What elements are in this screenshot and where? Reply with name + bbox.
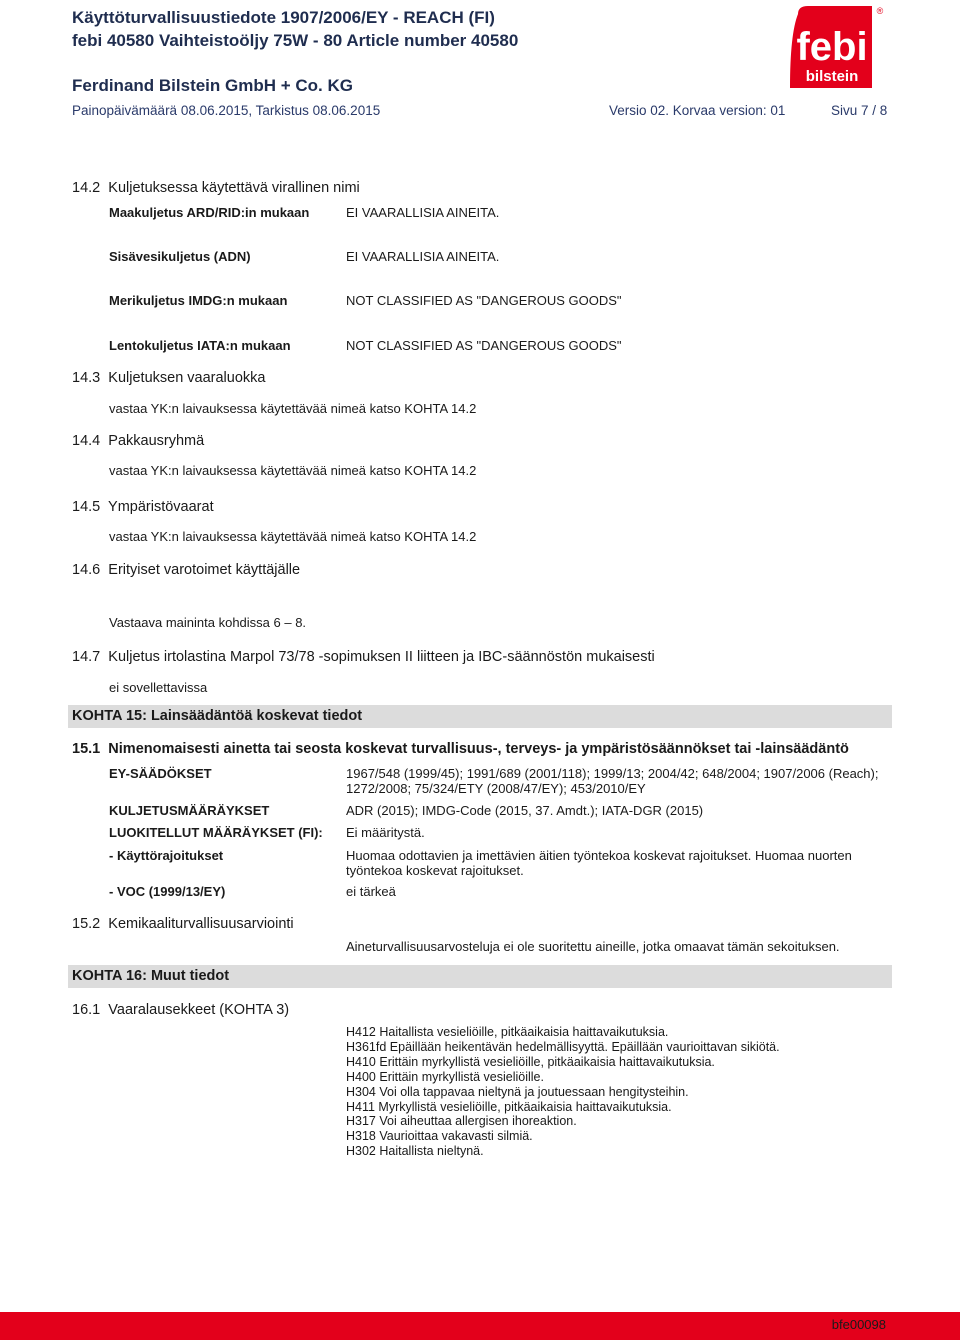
use-restrictions-value-line1: Huomaa odottavien ja imettävien äitien työntekoa koskevat rajoitukset. Huomaa nuorten: [346, 848, 852, 863]
national-regulations-label: LUOKITELLUT MÄÄRÄYKSET (FI):: [109, 825, 323, 840]
febi-bilstein-logo: [786, 4, 886, 90]
transport-sea-value: NOT CLASSIFIED AS "DANGEROUS GOODS": [346, 293, 622, 308]
logo-text-bilstein: bilstein: [805, 68, 859, 85]
section-14-5-heading: 14.5 Ympäristövaarat: [72, 499, 214, 515]
section-16-1-heading: 16.1 Vaaralausekkeet (KOHTA 3): [72, 1002, 290, 1018]
section-14-2-heading: 14.2 Kuljetuksessa käytettävä virallinen nimi: [72, 180, 360, 196]
hazard-statement: H412 Haitallista vesieliöille, pitkäaikaisia haittavaikutuksia.: [346, 1025, 669, 1039]
company-name: Ferdinand Bilstein GmbH + Co. KG: [72, 76, 353, 95]
product-title: febi 40580 Vaihteistoöljy 75W - 80 Article number 40580: [72, 31, 519, 50]
transport-inland-label: Sisävesikuljetus (ADN): [109, 249, 251, 264]
hazard-statement: H411 Myrkyllistä vesieliöille, pitkäaikaisia haittavaikutuksia.: [346, 1099, 672, 1114]
section-14-3-text: vastaa YK:n laivauksessa käytettävää nimeä katso KOHTA 14.2: [109, 401, 477, 416]
section-15-2-text: Aineturvallisuusarvosteluja ei ole suoritettu aineille, jotka omaavat tämän sekoituksen.: [346, 939, 840, 954]
transport-regulations-value: ADR (2015); IMDG-Code (2015, 37. Amdt.); IATA-DGR (2015): [346, 803, 704, 818]
ey-regulations-value-line2: 1272/2008; 75/324/ETY (2008/47/EY); 453/2010/EY: [346, 781, 646, 796]
version-info: Versio 02. Korvaa version: 01: [609, 103, 786, 118]
transport-air-label: Lentokuljetus IATA:n mukaan: [109, 338, 291, 353]
hazard-statement: H302 Haitallista nieltynä.: [346, 1144, 484, 1159]
section-14-3-heading: 14.3 Kuljetuksen vaaraluokka: [72, 370, 266, 386]
transport-inland-value: EI VAARALLISIA AINEITA.: [346, 249, 500, 264]
section-14-7-heading: 14.7 Kuljetus irtolastina Marpol 73/78 -sopimuksen II liitteen ja IBC-säännöstön mukaisesti: [72, 649, 655, 665]
document-title: Käyttöturvallisuustiedote 1907/2006/EY - REACH (FI): [72, 8, 495, 27]
voc-label: - VOC (1999/13/EY): [109, 884, 226, 899]
hazard-statement: H304 Voi olla tappavaa nieltynä ja joutuessaan hengitysteihin.: [346, 1084, 689, 1099]
section-14-5-text: vastaa YK:n laivauksessa käytettävää nimeä katso KOHTA 14.2: [109, 529, 477, 544]
footer-bar: [0, 1312, 960, 1340]
transport-air-value: NOT CLASSIFIED AS "DANGEROUS GOODS": [346, 338, 622, 353]
footer-code: bfe00098: [831, 1317, 886, 1332]
print-date: Painopäivämäärä 08.06.2015, Tarkistus 08.06.2015: [72, 103, 381, 118]
section-14-6-heading: 14.6 Erityiset varotoimet käyttäjälle: [72, 562, 301, 578]
ey-regulations-label: EY-SÄÄDÖKSET: [109, 766, 212, 781]
use-restrictions-value-line2: työntekoa koskevat rajoitukset.: [346, 863, 524, 878]
logo-text-febi: febi: [796, 25, 868, 69]
use-restrictions-label: - Käyttörajoitukset: [109, 848, 224, 863]
section-14-4-heading: 14.4 Pakkausryhmä: [72, 433, 205, 449]
page-number: Sivu 7 / 8: [831, 103, 888, 118]
hazard-statement: H317 Voi aiheuttaa allergisen ihoreaktion.: [346, 1114, 577, 1129]
hazard-statements-list: [346, 1025, 780, 1159]
hazard-statement: H361fd Epäillään heikentävän hedelmällisyyttä. Epäillään vaurioittavan sikiötä.: [346, 1039, 780, 1054]
section-15-1-heading: 15.1 Nimenomaisesti ainetta tai seosta koskevat turvallisuus-, terveys- ja ympäristösäännökset tai -lainsäädäntö: [72, 741, 849, 757]
section-15-2-heading: 15.2 Kemikaaliturvallisuusarviointi: [72, 916, 294, 932]
transport-regulations-label: KULJETUSMÄÄRÄYKSET: [109, 803, 270, 818]
section-15-band: KOHTA 15: Lainsäädäntöä koskevat tiedot: [68, 705, 892, 728]
voc-value: ei tärkeä: [346, 884, 396, 899]
section-16-band: KOHTA 16: Muut tiedot: [68, 965, 892, 988]
hazard-statement: H410 Erittäin myrkyllistä vesieliöille, pitkäaikaisia haittavaikutuksia.: [346, 1054, 715, 1069]
hazard-statement: H400 Erittäin myrkyllistä vesieliöille.: [346, 1069, 544, 1084]
ey-regulations-value-line1: 1967/548 (1999/45); 1991/689 (2001/118); 1999/13; 2004/42; 648/2004; 1907/2006 (Reach);: [346, 766, 879, 781]
section-14-6-text: Vastaava maininta kohdissa 6 – 8.: [109, 615, 307, 630]
registered-mark: ®: [876, 6, 884, 16]
national-regulations-value: Ei määritystä.: [346, 825, 425, 840]
section-14-7-text: ei sovellettavissa: [109, 680, 208, 695]
transport-land-label: Maakuljetus ARD/RID:in mukaan: [109, 205, 310, 220]
section-14-4-text: vastaa YK:n laivauksessa käytettävää nimeä katso KOHTA 14.2: [109, 463, 477, 478]
transport-sea-label: Merikuljetus IMDG:n mukaan: [109, 293, 288, 308]
hazard-statement: H318 Vaurioittaa vakavasti silmiä.: [346, 1129, 533, 1144]
transport-land-value: EI VAARALLISIA AINEITA.: [346, 205, 500, 220]
